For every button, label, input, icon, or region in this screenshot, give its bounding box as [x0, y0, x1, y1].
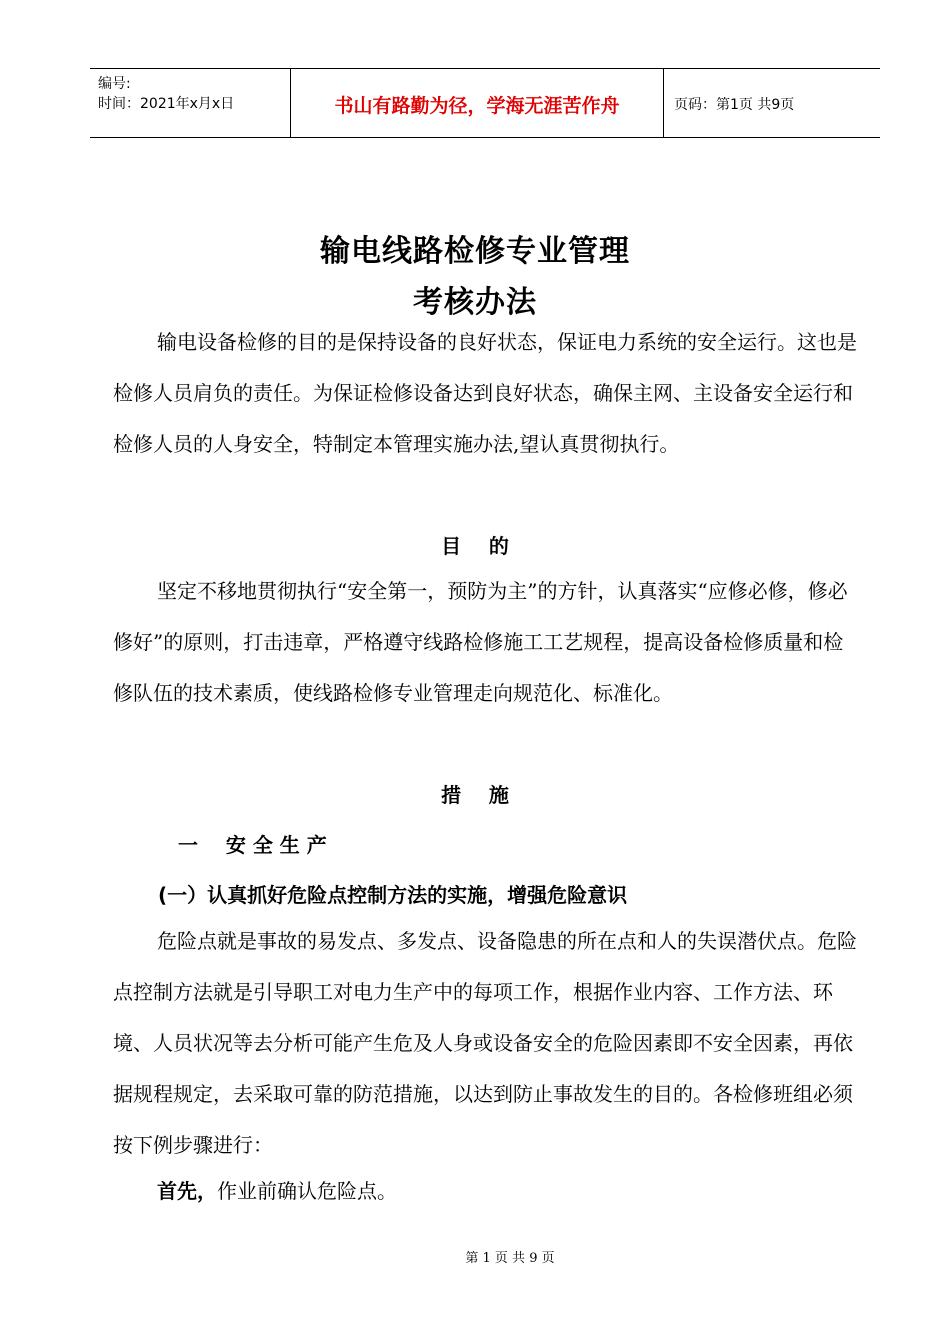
document-title-line1: 输电线路检修专业管理 [320, 234, 630, 269]
header-page-cell [664, 69, 880, 137]
chapter-heading: 一 安 全 生 产 [178, 833, 327, 857]
header-meta-cell [90, 69, 291, 137]
date-line: 时间：2021年x月x日 [98, 96, 235, 112]
intro-paragraph: 输电设备检修的目的是保持设备的良好状态，保证电力系统的安全运行。这也是检修人员肩负的责任。为保证检修设备达到良好状态，确保主网、主设备安全运行和检修人员的人身安全，特制定本管理实施办法,望认真贯彻执行。 [113, 330, 857, 456]
purpose-paragraph: 坚定不移地贯彻执行“安全第一，预防为主”的方针，认真落实“应修必修，修必修好”的原则，打击违章，严格遵守线路检修施工工艺规程，提高设备检修质量和检修队伍的技术素质，使线路检修专业管理走向规范化、标准化。 [113, 579, 848, 705]
measures-heading: 措 施 [441, 783, 509, 807]
header-motto-cell [291, 69, 664, 137]
subsection-heading: (一）认真抓好危险点控制方法的实施，增强危险意识 [158, 883, 628, 907]
header-page-info: 页码：第1页 共9页 [674, 97, 795, 113]
motto: 书山有路勤为径，学海无涯苦作舟 [334, 95, 620, 117]
danger-point-paragraph: 危险点就是事故的易发点、多发点、设备隐患的所在点和人的失误潜伏点。危险点控制方法就是引导职工对电力生产中的每项工作，根据作业内容、工作方法、环境、人员状况等去分析可能产生危及人身或设备安全的危险因素即不安全因素，再依据规程规定，去采取可靠的防范措施，以达到防止事故发生的目的。各检修班组必须按下例步骤进行： [113, 929, 857, 1157]
document-title-line2: 考核办法 [413, 285, 537, 320]
page-header [90, 68, 880, 138]
purpose-heading: 目 的 [441, 534, 509, 558]
step-paragraph [113, 1166, 857, 1217]
step-lead: 首先， [157, 1179, 217, 1203]
page-footer: 第 1 页 共 9 页 [465, 1251, 555, 1266]
serial-label: 编号: [98, 76, 131, 92]
step-text: 作业前确认危险点。 [217, 1179, 397, 1203]
